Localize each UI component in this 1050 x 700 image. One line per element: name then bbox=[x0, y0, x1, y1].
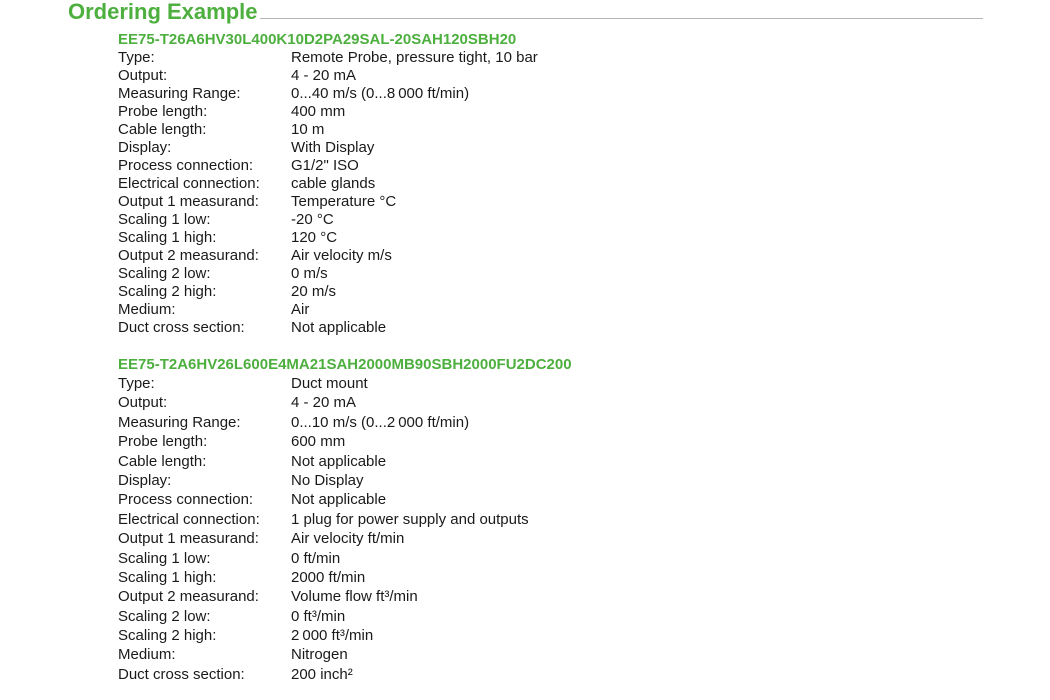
spec-label: Electrical connection: bbox=[118, 175, 260, 192]
spec-row bbox=[118, 587, 572, 606]
spec-row bbox=[118, 103, 538, 121]
spec-label: Output 2 measurand: bbox=[118, 247, 259, 264]
spec-label: Probe length: bbox=[118, 433, 208, 451]
spec-value: Air velocity m/s bbox=[291, 247, 392, 264]
order-code: EE75-T2A6HV26L600E4MA21SAH2000MB90SBH2000FU2DC200 bbox=[118, 356, 572, 373]
spec-label: Electrical connection: bbox=[118, 510, 260, 528]
spec-value: Air velocity ft/min bbox=[291, 530, 405, 548]
spec-row bbox=[118, 283, 538, 301]
spec-value: 4 - 20 mA bbox=[291, 67, 357, 84]
spec-label: Medium: bbox=[118, 301, 176, 318]
heading-rule bbox=[260, 18, 983, 19]
spec-row bbox=[118, 211, 538, 229]
spec-label: Scaling 2 high: bbox=[118, 627, 217, 645]
spec-row bbox=[118, 247, 538, 265]
ordering-example-1 bbox=[118, 31, 538, 337]
spec-row bbox=[118, 607, 572, 626]
spec-label: Scaling 2 high: bbox=[118, 283, 217, 300]
spec-row bbox=[118, 229, 538, 247]
spec-value: -20 °C bbox=[291, 211, 334, 228]
section-title: Ordering Example bbox=[68, 0, 258, 24]
spec-label: Duct cross section: bbox=[118, 665, 245, 683]
spec-value: Temperature °C bbox=[291, 193, 397, 210]
spec-value: No Display bbox=[291, 471, 364, 489]
spec-label: Scaling 1 high: bbox=[118, 229, 217, 246]
spec-row bbox=[118, 374, 572, 393]
spec-value: 0 ft/min bbox=[291, 549, 341, 567]
spec-row bbox=[118, 175, 538, 193]
spec-value: 0 ft³/min bbox=[291, 607, 346, 625]
spec-row bbox=[118, 393, 572, 412]
spec-label: Scaling 1 high: bbox=[118, 568, 217, 586]
spec-row bbox=[118, 529, 572, 548]
spec-label: Type: bbox=[118, 49, 155, 66]
spec-row bbox=[118, 157, 538, 175]
spec-label: Type: bbox=[118, 375, 155, 392]
spec-label: Cable length: bbox=[118, 452, 207, 470]
spec-label: Output 1 measurand: bbox=[118, 530, 259, 548]
spec-label: Scaling 1 low: bbox=[118, 211, 211, 228]
spec-value: Not applicable bbox=[291, 319, 387, 336]
spec-value: Not applicable bbox=[291, 491, 387, 509]
section-heading bbox=[68, 0, 983, 24]
spec-label: Output 1 measurand: bbox=[118, 193, 259, 210]
spec-label: Output 2 measurand: bbox=[118, 588, 259, 606]
spec-row bbox=[118, 139, 538, 157]
spec-label: Scaling 2 low: bbox=[118, 265, 211, 282]
spec-row bbox=[118, 432, 572, 451]
spec-value: Remote Probe, pressure tight, 10 bar bbox=[291, 49, 538, 66]
spec-label: Scaling 1 low: bbox=[118, 549, 211, 567]
spec-label: Output: bbox=[118, 67, 168, 84]
spec-list bbox=[118, 374, 572, 684]
spec-value: 400 mm bbox=[291, 103, 346, 120]
spec-value: 2000 ft/min bbox=[291, 568, 366, 586]
spec-label: Measuring Range: bbox=[118, 413, 241, 431]
spec-row bbox=[118, 665, 572, 684]
spec-value: Volume flow ft³/min bbox=[291, 588, 418, 606]
spec-row bbox=[118, 193, 538, 211]
spec-row bbox=[118, 121, 538, 139]
spec-label: Cable length: bbox=[118, 121, 207, 138]
spec-label: Measuring Range: bbox=[118, 85, 241, 102]
order-code: EE75-T26A6HV30L400K10D2PA29SAL-20SAH120SBH20 bbox=[118, 31, 517, 48]
spec-label: Scaling 2 low: bbox=[118, 607, 211, 625]
spec-value: 20 m/s bbox=[291, 283, 337, 300]
spec-value: 0...40 m/s (0...8 000 ft/min) bbox=[291, 85, 470, 102]
spec-value: Air bbox=[291, 301, 310, 318]
spec-row bbox=[118, 301, 538, 319]
spec-label: Duct cross section: bbox=[118, 319, 245, 336]
spec-row bbox=[118, 452, 572, 471]
spec-row bbox=[118, 510, 572, 529]
spec-row bbox=[118, 265, 538, 283]
spec-value: 1 plug for power supply and outputs bbox=[291, 510, 529, 528]
spec-row bbox=[118, 568, 572, 587]
spec-row bbox=[118, 49, 538, 67]
spec-row bbox=[118, 549, 572, 568]
spec-label: Display: bbox=[118, 139, 172, 156]
spec-list bbox=[118, 49, 538, 337]
spec-value: cable glands bbox=[291, 175, 376, 192]
spec-value: 0...10 m/s (0...2 000 ft/min) bbox=[291, 413, 470, 431]
spec-label: Process connection: bbox=[118, 157, 254, 174]
spec-row bbox=[118, 471, 572, 490]
spec-value: Duct mount bbox=[291, 375, 368, 392]
spec-label: Process connection: bbox=[118, 491, 254, 509]
spec-value: 0 m/s bbox=[291, 265, 328, 282]
spec-label: Medium: bbox=[118, 646, 176, 664]
spec-row bbox=[118, 626, 572, 645]
spec-value: 120 °C bbox=[291, 229, 338, 246]
spec-row bbox=[118, 67, 538, 85]
spec-row bbox=[118, 319, 538, 337]
spec-value: 4 - 20 mA bbox=[291, 394, 357, 412]
spec-value: 600 mm bbox=[291, 433, 346, 451]
spec-row bbox=[118, 490, 572, 509]
spec-row bbox=[118, 645, 572, 664]
spec-value: With Display bbox=[291, 139, 375, 156]
spec-value: 200 inch² bbox=[291, 665, 353, 683]
spec-value: 10 m bbox=[291, 121, 325, 138]
spec-value: 2 000 ft³/min bbox=[291, 627, 374, 645]
spec-label: Probe length: bbox=[118, 103, 208, 120]
spec-value: G1/2" ISO bbox=[291, 157, 359, 174]
ordering-example-2 bbox=[118, 355, 572, 684]
spec-row bbox=[118, 413, 572, 432]
spec-label: Display: bbox=[118, 471, 172, 489]
spec-label: Output: bbox=[118, 394, 168, 412]
spec-value: Not applicable bbox=[291, 452, 387, 470]
spec-row bbox=[118, 85, 538, 103]
spec-value: Nitrogen bbox=[291, 646, 348, 664]
